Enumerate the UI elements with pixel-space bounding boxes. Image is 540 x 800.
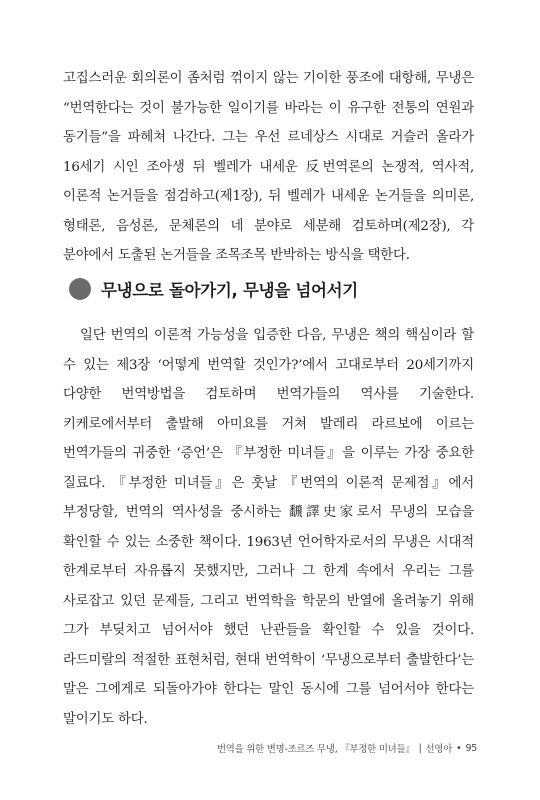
- body-paragraph-1: 고집스러운 회의론이 좀처럼 꺾이지 않는 기이한 풍조에 대항해, 무냉은 “번역한다는 것이 불가능한 일이기를 바라는 이 유구한 전통의 연원과 동기들”을 파헤쳐 나간다. 그는 우선 르네상스 시대로 거슬러 올라가 16세기 시인 조아생 뒤 벨레가 내세운 反번역론의 논쟁적, 역사적, 이론적 논거들을 점검하고(제1장), 뒤 벨레가 내세운 논거들을 의미론, 형태론, 음성론, 문체론의 네 분야로 세분해 검토하며(제2장), 각 분야에서 도출된 논거들을 조목조목 반박하는 방식을 택한다.: [63, 71, 474, 263]
- section-heading-text: 무냉으로 돌아가기, 무냉을 넘어서기: [101, 281, 358, 300]
- section-heading: [69, 276, 489, 302]
- running-title: 번역을 위한 변명-조르즈 무냉, 『부정한 미녀들』: [216, 744, 415, 755]
- footer-separator: |: [418, 742, 422, 754]
- body-paragraph-2: 일단 번역의 이론적 가능성을 입증한 다음, 무냉은 책의 핵심이라 할 수 있는 제3장 ‘어떻게 번역할 것인가?’에서 고대로부터 20세기까지 다양한 번역방법을 검토하며 번역가들의 역사를 기술한다. 키케로에서부터 출발해 아미요를 거쳐 발레리 라르보에 이르는 번역가들의 귀중한 ‘증언’은 『부정한 미녀들』을 이루는 가장 중요한 질료다. 『부정한 미녀들』은 훗날 『번역의 이론적 문제점』에서 부정당할, 번역의 역사성을 중시하는 飜譯史家로서 무냉의 모습을 확인할 수 있는 소중한 책이다. 1963년 언어학자로서의 무냉은 시대적 한계로부터 자유롭지 못했지만, 그러나 그 한계 속에서 우리는 그를 사로잡고 있던 문제들, 그리고 번역학을 학문의 반열에 올려놓기 위해 그가 부딪치고 넘어서야 했던 난관들을 확인할 수 있을 것이다. 라드미랄의 적절한 표현처럼, 현대 번역학이 ‘무냉으로부터 출발한다’는 말은 그에게로 되돌아가야 한다는 말인 동시에 그를 넘어서야 한다는 말이기도 하다.: [63, 328, 474, 727]
- footer-author: 선영아: [425, 744, 453, 755]
- page-number: 95: [465, 742, 477, 754]
- footer-dot: •: [456, 742, 462, 754]
- page-footer: [217, 741, 477, 755]
- circle-bullet-icon: [69, 278, 91, 300]
